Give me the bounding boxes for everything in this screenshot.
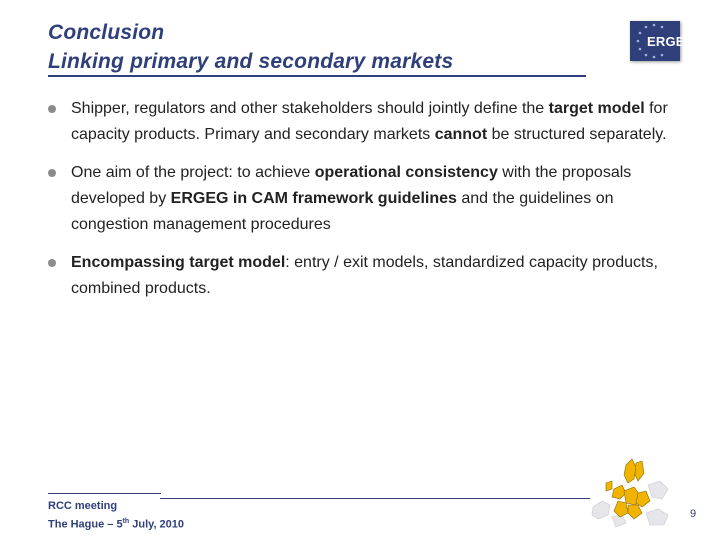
bullet-item — [48, 96, 668, 148]
footer-date-a: The Hague – 5 — [48, 518, 123, 531]
footer-line-2 — [48, 514, 184, 533]
bullet-text: be structured separately. — [487, 126, 667, 143]
ergeg-logo — [630, 21, 695, 61]
bullet-emphasis: Encompassing target model — [71, 254, 286, 271]
bullet-dot — [48, 259, 56, 267]
bullet-text: with the proposals developed by — [71, 164, 632, 207]
bullet-emphasis: target model — [548, 100, 645, 117]
bullet-text: One aim of the project: to achieve — [71, 164, 315, 181]
bullet-dot — [48, 169, 56, 177]
footer-caption — [48, 498, 184, 533]
title-line-1: Conclusion — [48, 21, 165, 44]
logo-text: ERGEG — [647, 34, 695, 49]
page-number: 9 — [690, 508, 697, 520]
bullet-list — [48, 96, 668, 314]
footer-date-sup: th — [122, 518, 130, 525]
bullet-dot — [48, 105, 56, 113]
footer-line-1: RCC meeting — [48, 500, 118, 512]
bullet-emphasis: ERGEG in CAM framework guidelines — [170, 190, 457, 207]
bullet-text: : entry / exit models, standardized capacity products, combined products. — [71, 254, 658, 297]
bullet-emphasis: operational consistency — [314, 164, 498, 181]
bullet-item — [48, 250, 668, 302]
footer-divider — [160, 498, 590, 499]
title-divider — [48, 75, 586, 77]
slide-title — [48, 18, 453, 76]
bullet-emphasis: cannot — [434, 126, 488, 143]
footer-date-b: July, 2010 — [129, 518, 185, 531]
bullet-text: and the guidelines on congestion management procedures — [71, 190, 614, 233]
bullet-text: for capacity products. Primary and secondary markets — [71, 100, 668, 143]
europe-map-icon — [588, 455, 673, 530]
title-line-2: Linking primary and secondary markets — [48, 50, 454, 73]
bullet-item — [48, 160, 668, 238]
bullet-text: Shipper, regulators and other stakeholders should jointly define the — [71, 100, 549, 117]
footer-divider-short — [48, 493, 161, 494]
